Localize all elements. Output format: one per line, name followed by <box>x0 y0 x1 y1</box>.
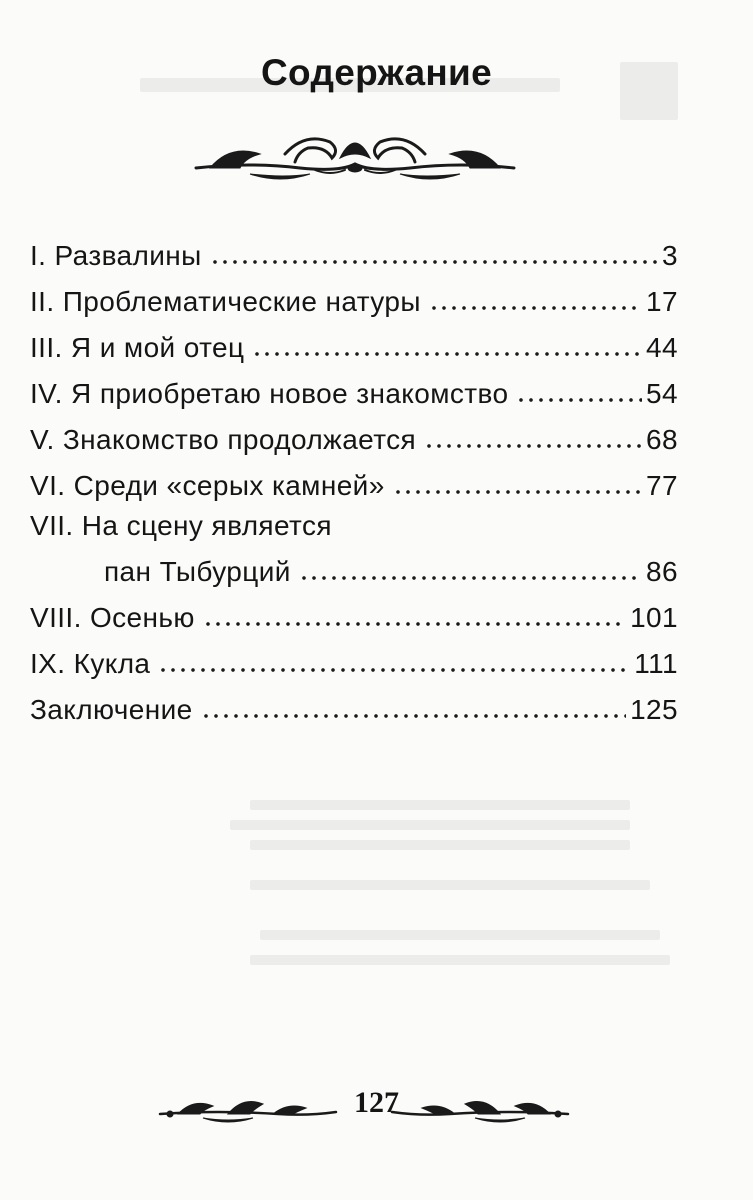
bleed-through-mark <box>250 840 630 850</box>
dot-leader <box>516 397 642 403</box>
page-number: 127 <box>354 1086 399 1119</box>
dot-leader <box>201 713 626 719</box>
toc-entry-title: III. Я и мой отец <box>30 332 245 363</box>
flourish-right-icon <box>390 1092 570 1128</box>
bleed-through-mark <box>260 930 660 940</box>
toc-entry <box>30 634 678 680</box>
toc-entry-page: 44 <box>646 332 678 363</box>
dot-leader <box>393 489 642 495</box>
toc-entry-title: V. Знакомство продолжается <box>30 424 417 455</box>
toc-entry-page: 68 <box>646 424 678 455</box>
toc-entry-page: 125 <box>630 694 678 725</box>
flourish-ornament-icon <box>190 124 520 188</box>
toc-entry <box>30 502 678 588</box>
bleed-through-mark <box>250 955 670 965</box>
toc-entry-page: 17 <box>646 286 678 317</box>
toc-entry-page: 101 <box>630 602 678 633</box>
toc-entry-title: VIII. Осенью <box>30 602 195 633</box>
dot-leader <box>429 305 642 311</box>
toc-entry-title: IX. Кукла <box>30 648 151 679</box>
toc-entry <box>30 588 678 634</box>
toc-entry <box>30 410 678 456</box>
toc-entry-page: 77 <box>646 470 678 501</box>
toc-entry <box>30 364 678 410</box>
dot-leader <box>158 667 630 673</box>
bleed-through-mark <box>250 880 650 890</box>
toc-entry-page: 3 <box>662 240 678 271</box>
toc-entry-title: I. Развалины <box>30 240 202 271</box>
dot-leader <box>203 621 626 627</box>
toc-entry-title-continued: пан Тыбурций <box>104 556 291 587</box>
dot-leader <box>424 443 642 449</box>
bleed-through-mark <box>250 800 630 810</box>
toc-entry <box>30 226 678 272</box>
toc-entry <box>30 680 678 726</box>
table-of-contents <box>30 226 678 726</box>
toc-entry <box>30 272 678 318</box>
toc-entry-page: 54 <box>646 378 678 409</box>
toc-entry <box>30 318 678 364</box>
toc-entry-page: 86 <box>646 556 678 587</box>
toc-entry <box>30 456 678 502</box>
toc-entry-title: Заключение <box>30 694 193 725</box>
dot-leader <box>299 575 642 581</box>
toc-entry-title: IV. Я приобретаю новое знакомство <box>30 378 509 409</box>
dot-leader <box>252 351 642 357</box>
page-title: Содержание <box>261 52 492 93</box>
bleed-through-mark <box>230 820 630 830</box>
toc-entry-page: 111 <box>634 648 678 679</box>
toc-entry-title: VII. На сцену является <box>30 510 332 541</box>
toc-entry-title: II. Проблематические натуры <box>30 286 421 317</box>
toc-entry-title: VI. Среди «серых камней» <box>30 470 385 501</box>
dot-leader <box>210 259 658 265</box>
